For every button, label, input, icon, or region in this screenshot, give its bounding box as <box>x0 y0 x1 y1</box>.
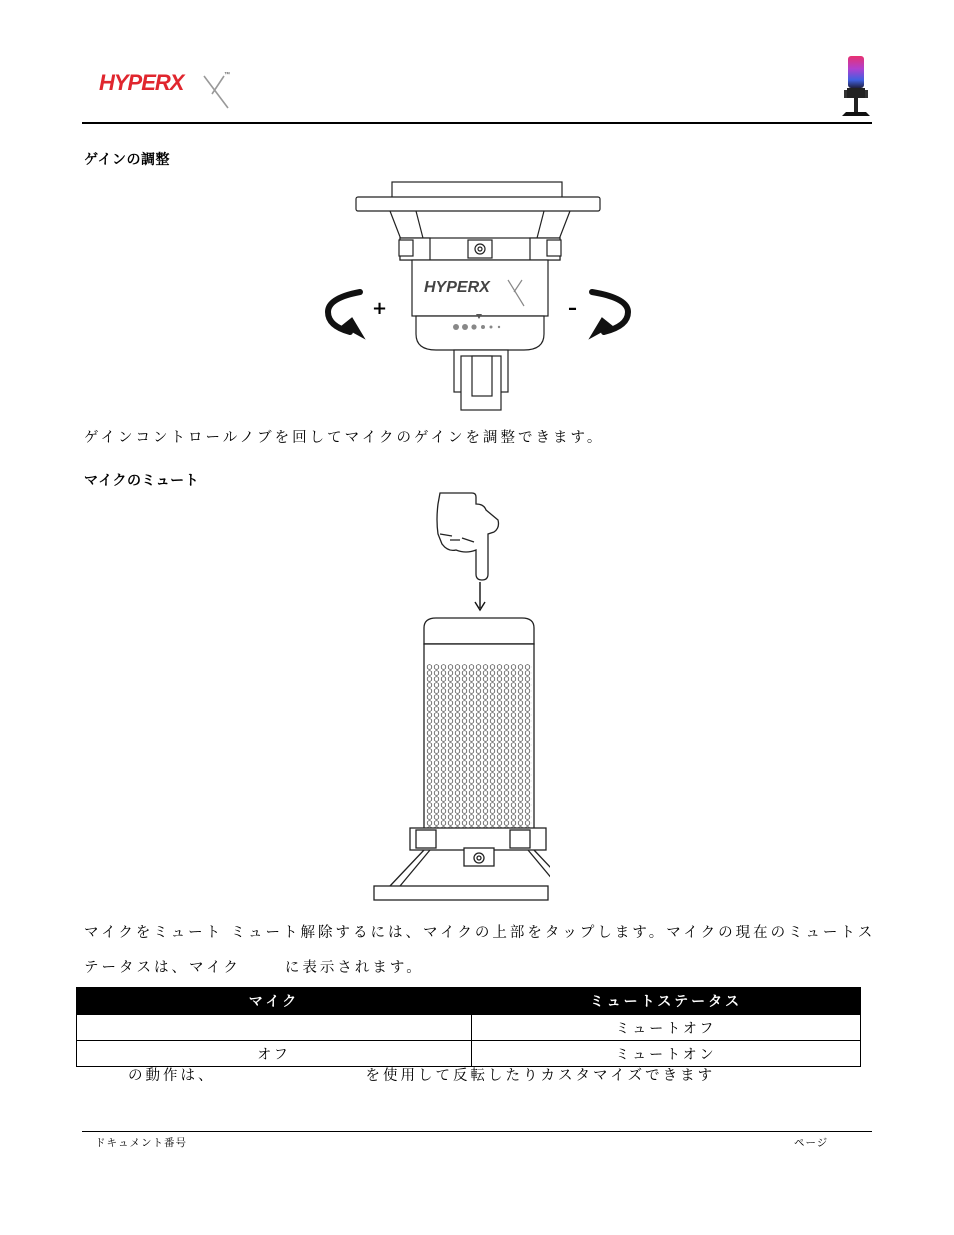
hyperx-logo <box>96 64 236 114</box>
hand-icon <box>437 493 499 580</box>
svg-text:™: ™ <box>224 72 230 78</box>
header-divider <box>82 122 872 124</box>
mute-tap-figure <box>370 490 550 905</box>
table-row <box>77 1041 861 1067</box>
microphone-product-icon <box>838 54 874 120</box>
gain-plus-label: + <box>372 298 388 319</box>
table-header-mic: マイク <box>77 988 472 1015</box>
table-cell: オフ <box>77 1041 472 1067</box>
gain-knob-figure <box>320 180 640 415</box>
mute-status-table <box>76 987 861 1067</box>
gain-minus-label: – <box>568 298 577 319</box>
mute-heading: マイクのミュート <box>84 473 200 489</box>
gain-description: ゲインコントロールノブを回してマイクのゲインを調整できます。 <box>84 430 605 446</box>
table-header-mute-status: ミュートステータス <box>472 988 861 1015</box>
gain-heading: ゲインの調整 <box>84 152 171 168</box>
mute-description-line2: テータスは、マイク に表示されます。 <box>84 960 424 976</box>
table-cell: ミュートオフ <box>472 1015 861 1041</box>
footer-divider <box>82 1131 872 1132</box>
table-row <box>77 1015 861 1041</box>
page-label: ページ <box>794 1137 829 1149</box>
table-cell: ミュートオン <box>472 1041 861 1067</box>
logo-wordmark: HYPERX <box>99 70 184 95</box>
figure-hyperx-logo: HYPERX <box>424 279 490 296</box>
document-number-label: ドキュメント番号 <box>95 1137 187 1149</box>
table-cell <box>77 1015 472 1041</box>
customization-note: の動作は、 を使用して反転したりカスタマイズできます <box>128 1068 716 1084</box>
mute-description-line1: マイクをミュート ミュート解除するには、マイクの上部をタップします。マイクの現在のミュートス <box>84 925 876 941</box>
